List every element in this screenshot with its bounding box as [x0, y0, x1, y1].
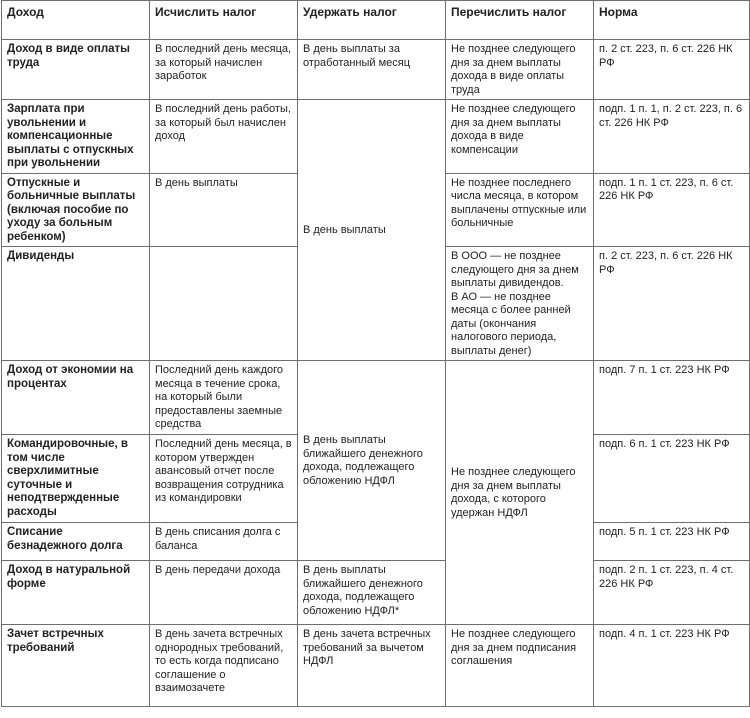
- calc-cell: В день выплаты: [150, 173, 298, 247]
- transfer-cell: Не позднее следующего дня за днем выплаты дохода в виде компенсации: [446, 100, 594, 174]
- calc-cell-empty: [150, 247, 298, 361]
- norm-cell: подп. 5 п. 1 ст. 223 НК РФ: [594, 523, 750, 561]
- calc-cell: Последний день каждого месяца в течение срока, на который были предоставлены заемные средства: [150, 361, 298, 435]
- withhold-cell: В день зачета встречных требований за вычетом НДФЛ: [298, 625, 446, 707]
- transfer-cell: Не позднее следующего дня за днем подписания соглашения: [446, 625, 594, 707]
- transfer-cell: Не позднее следующего дня за днем выплаты дохода в виде оплаты труда: [446, 40, 594, 100]
- norm-cell: подп. 4 п. 1 ст. 223 НК РФ: [594, 625, 750, 707]
- header-row: [2, 1, 750, 40]
- calc-cell: Последний день месяца, в котором утвержден авансовый отчет после возвращения сотрудника из командировки: [150, 435, 298, 523]
- header-calc: Исчислить налог: [150, 1, 298, 40]
- norm-cell: п. 2 ст. 223, п. 6 ст. 226 НК РФ: [594, 40, 750, 100]
- calc-cell: В день зачета встречных однородных требований, то есть когда подписано соглашение о взаимозачете: [150, 625, 298, 707]
- header-withhold: Удержать налог: [298, 1, 446, 40]
- calc-cell: В последний день работы, за который был начислен доход: [150, 100, 298, 174]
- income-cell: Списание безнадежного долга: [2, 523, 150, 561]
- table-row: [2, 625, 750, 707]
- withhold-cell: В день выплаты за отработанный месяц: [298, 40, 446, 100]
- tax-table: [1, 0, 750, 707]
- calc-cell: В последний день месяца, за который начислен заработок: [150, 40, 298, 100]
- norm-cell: п. 2 ст. 223, п. 6 ст. 226 НК РФ: [594, 247, 750, 361]
- transfer-cell: [446, 247, 594, 361]
- norm-cell: подп. 7 п. 1 ст. 223 НК РФ: [594, 361, 750, 435]
- norm-cell: подп. 1 п. 1, п. 2 ст. 223, п. 6 ст. 226 НК РФ: [594, 100, 750, 174]
- income-cell: Доход в виде оплаты труда: [2, 40, 150, 100]
- norm-cell: подп. 6 п. 1 ст. 223 НК РФ: [594, 435, 750, 523]
- header-transfer: Перечислить налог: [446, 1, 594, 40]
- transfer-cell: Не позднее последнего числа месяца, в котором выплачены отпускные или больничные: [446, 173, 594, 247]
- income-cell: Командировочные, в том числе сверхлимитные суточные и неподтвержденные расходы: [2, 435, 150, 523]
- income-cell: Доход в натуральной форме: [2, 561, 150, 625]
- income-cell: Зарплата при увольнении и компенсационные выплаты с отпускных при увольнении: [2, 100, 150, 174]
- calc-cell: В день списания долга с баланса: [150, 523, 298, 561]
- calc-cell: В день передачи дохода: [150, 561, 298, 625]
- table-row: [2, 561, 750, 625]
- header-income: Доход: [2, 1, 150, 40]
- withhold-cell-merged: В день выплаты ближайшего денежного дохода, подлежащего обложению НДФЛ: [298, 361, 446, 561]
- transfer-cell-merged: Не позднее следующего дня за днем выплаты дохода, с которого удержан НДФЛ: [446, 361, 594, 625]
- withhold-cell-merged: В день выплаты: [298, 100, 446, 361]
- table-row: [2, 100, 750, 174]
- header-norm: Норма: [594, 1, 750, 40]
- transfer-ao-text: В АО — не позднее месяца с более ранней даты (окончания налогового периода, выплаты денег): [451, 290, 571, 357]
- norm-cell: подп. 1 п. 1 ст. 223, п. 6 ст. 226 НК РФ: [594, 173, 750, 247]
- norm-cell: подп. 2 п. 1 ст. 223, п. 4 ст. 226 НК РФ: [594, 561, 750, 625]
- table-row: [2, 361, 750, 435]
- transfer-ooo-text: В ООО — не позднее следующего дня за днем выплаты дивидендов.: [451, 250, 579, 289]
- income-cell: Дивиденды: [2, 247, 150, 361]
- income-cell: Зачет встречных требований: [2, 625, 150, 707]
- income-cell: Отпускные и больничные выплаты (включая пособие по уходу за больным ребенком): [2, 173, 150, 247]
- income-cell: Доход от экономии на процентах: [2, 361, 150, 435]
- withhold-cell: В день выплаты ближайшего денежного дохода, подлежащего обложению НДФЛ*: [298, 561, 446, 625]
- table-row: [2, 40, 750, 100]
